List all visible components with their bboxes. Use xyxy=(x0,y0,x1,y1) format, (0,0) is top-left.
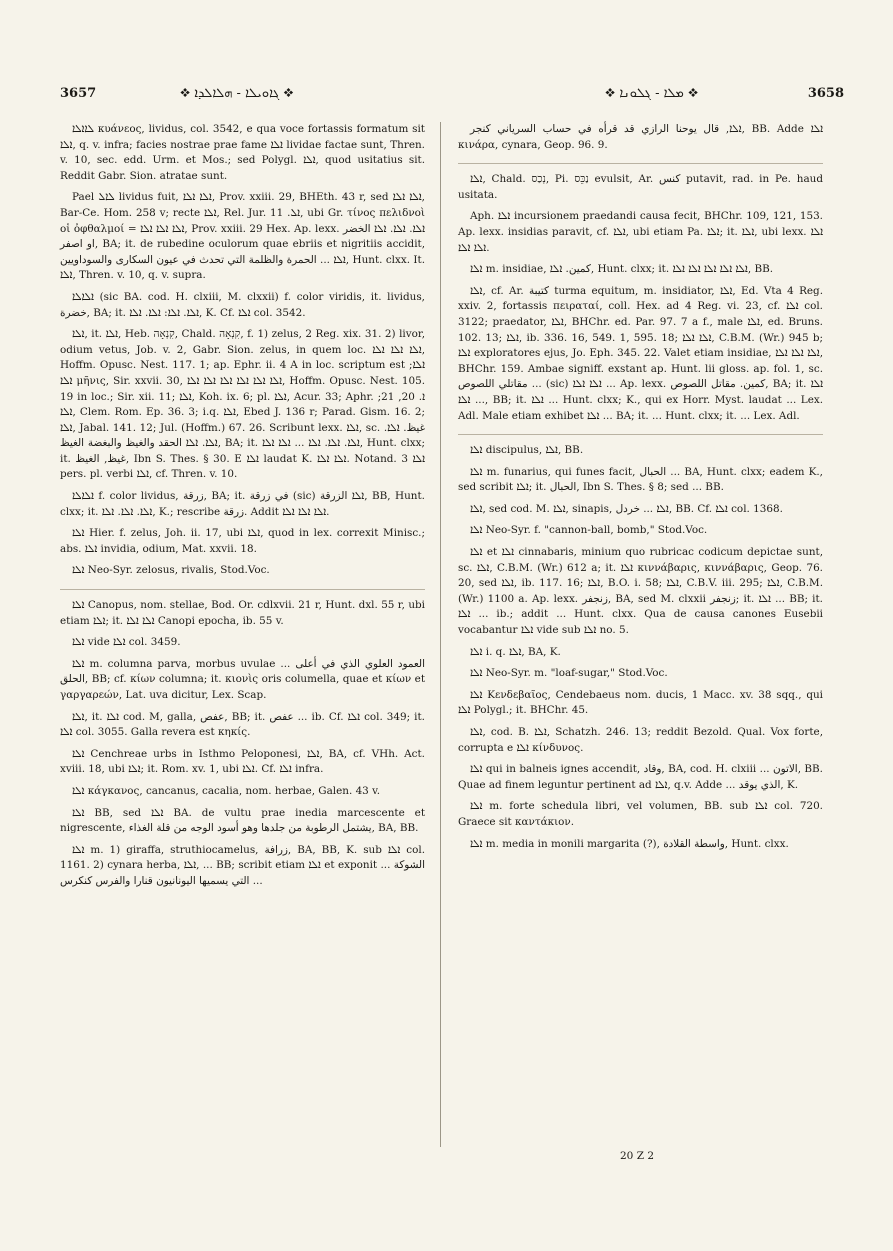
dictionary-entry: ܐܠܐ, sed cod. M. ܐܠܐ, sinapis, ܐܠܐ ... خردل, BB. Cf. ܐܠܐ col. 1368. xyxy=(470,502,783,515)
dictionary-entry: ܐܠܐ m. 1) giraffa, struthiocamelus, زرافة, BA, BB, K. sub ܐܠܐ col. 1161. 2) cynara herba, ܐܠܐ, ... BB; scribit etiam ܐܠܐ et exponit ... الشوكة التي يسميها اليونانيون قنارا والفرس كنكرس ... xyxy=(60,843,425,887)
dictionary-entry: ܐܠܐ, Chald. נְכַס, Pi. נַכֵּס evulsit, Ar. كنس putavit, rad. in Pe. haud usitata. xyxy=(458,163,823,203)
dictionary-entry: ܐܠܐ Neo-Syr. f. "cannon-ball, bomb," Stod.Voc. xyxy=(470,524,708,537)
dictionary-entry: Pael ܠܐܠ lividus fuit, ܐܠܐ ܐܠܐ, Prov. xxiii. 29, BHEth. 43 r, sed ܐܠܐ ܐܠܐ, Bar-Ce. Hom. 258 v; recte ܐܠܐ, Rel. Jur. ܐܠ. 11, ubi Gr. τίνος πελιδνοὶ οἱ ὀφθαλμοί = ܐܠܐ ܐܠܐ ܐܠܐ, Prov. xxiii. 29 Hex. Ap. lexx. ܐܠܐ. ܐܠܐ. ܐܠܐ الخضر او اصفر, BA; it. de rubedine oculorum quae ebriis et nigritiis accidit, ܐܠܐ ... الحمرة والظلمة التي تحدث في عيون السكارى والسوداويين, Hunt. clxx. It. ܐܠܐ, Thren. v. 10, q. v. supra. xyxy=(60,191,426,282)
page-number-left: 3657 xyxy=(60,86,97,101)
dictionary-entry: ܐܠܐ i. q. ܐܠܐ, BA, K. xyxy=(470,645,561,658)
dictionary-entry: ܐܠܐ vide ܐܠܐ col. 3459. xyxy=(72,636,181,649)
dictionary-entry: ܐܠܐ Neo-Syr. zelosus, rivalis, Stod.Voc. xyxy=(72,564,270,577)
running-title-right: ❖ ܡܠܐ - ܓܠܘܢܐ ❖ xyxy=(605,86,699,101)
dictionary-entry: ܐܠܐ, it. ܐܠܐ cod. M, galla, عفص, BB; it. عفص ... ib. Cf. ܐܠܐ col. 349; it. ܐܠܐ col. 3055. Galla revera est κηκίς. xyxy=(60,710,425,739)
left-column xyxy=(60,122,425,896)
dictionary-entry: ܐܠܐ discipulus, ܐܠܐ, BB. xyxy=(458,434,823,459)
right-column xyxy=(458,122,823,858)
dictionary-entry: ܐܠܐ m. columna parva, morbus uvulae ... العمود العلوي الذي في أعلى الحلق, BB; cf. κίων columna; it. κιονὶς oris columella, quae et κίων et γαργαρεών, Lat. uva dicitur, Lex. Scap. xyxy=(60,657,425,701)
dictionary-entry: ܐܠܐ et ܐܠܐ cinnabaris, minium quo rubricac codicum depictae sunt, sc. ܐܠܐ, C.B.M. (Wr.) 612 a; it. ܐܠܐ κιννάβαρις, κιννάβαρις, Geop. 76. 20, sed ܐܠܐ, ib. 117. 16; ܐܠܐ, B.O. i. 58; ܐܠܐ, C.B.V. iii. 295; ܐܠܐ, C.B.M. (Wr.) 1100 a. Ap. lexx. زنجفر, BA, sed M. clxxii زنجفر; it. ܐܠܐ ... BB; it. ܐܠܐ ... ib.; addit ... Hunt. clxx. Qua de causa canones Eusebii vocabantur ܐܠܐ vide sub ܐܠܐ no. 5. xyxy=(458,546,823,637)
dictionary-entry: ܐܠܐ BB, sed ܐܠܐ BA. de vultu prae inedia marcescente et nigrescente, يشتمل الرطوبة من جلدها وهو أسود الوجه من قلة الغذاء, BA, BB. xyxy=(60,806,425,835)
dictionary-entry: ܐܠܐ Cenchreae urbs in Isthmo Peloponesi, ܐܠܐ, BA, cf. VHh. Act. xviii. 18, ubi ܐܠܐ; it. Rom. xv. 1, ubi ܐܠܐ. Cf. ܐܠܐ infra. xyxy=(60,747,425,776)
dictionary-entry: ܐܠܐ m. media in monili margarita (?), واسطة القلادة, Hunt. clxx. xyxy=(470,837,789,850)
dictionary-entry: ܐܠܐ, it. ܐܠܐ, Heb. קִנְאָה, Chald. קִנְאָה, f. 1) zelus, 2 Reg. xix. 31. 2) livor, odium vetus, Job. v. 2, Gabr. Sion. zelus, in quem loc. ܐܠܐ ܐܠܐ ܐܠܐ, Hoffm. Opusc. Nest. 117. 1; ap. Ephr. ii. 4 A in loc. scriptum est ܐܠܐ; ܐܠܐ μῆνις, Sir. xxvii. 30, ܐܠܐ ܐܠܐ ܐܠܐ ܐܠܐ ܐܠܐ ܐܠܐ, Hoffm. Opusc. Nest. 105. 19 in loc.; Sir. xii. 11; ܐܠܐ, Koh. ix. 6; pl. ܐܠܐ, Acur. 33; Aphr. ܐ. 20, 21; ܐܠܐ, Clem. Rom. Ep. 36. 3; i.q. ܐܠܐ, Ebed J. 136 r; Parad. Gism. 16. 2; ܐܠܐ, Jabal. 141. 12; Jul. (Hoffm.) 67. 26. Scribunt lexx. ܐܠܐ, sc. غيظ. ܐܠܐ. ܐܠܐ. ܐܠܐ الحقد والغيظ والبغضة الغيظ, BA; it. ܐܠܐ. ܐܠܐ. ܐܠܐ ... ܐܠܐ ܐܠܐ, Hunt. clxx; it. غيظ, الغيظ, Ibn S. Thes. § 30. E ܐܠܐ laudat K. ܐܠܐ ܐܠܐ. Notand. ܐܠܐ 3 pers. pl. verbi ܐܠܐ, cf. Thren. v. 10. xyxy=(60,328,426,481)
dictionary-entry: ܐܠܐ Κενδεβαῖος, Cendebaeus nom. ducis, 1 Macc. xv. 38 sqq., qui ܐܠܐ Polygl.; it. BHChr. 45. xyxy=(458,688,823,717)
dictionary-entry: ܐܠܐ, cod. B. ܐܠܐ, Schatzh. 246. 13; reddit Bezold. Qual. Vox forte, corrupta e ܐܠܐ κίνδυνος. xyxy=(458,726,824,754)
dictionary-entry: ܐܠܐܠܐ f. color lividus, زرقة, BA; it. في زرقة (sic) ܐܠܐ الزرقة, BB, Hunt. clxx; it. ܐܠܐ. ܐܠܐ. ܐܠܐ, K.; rescribe زرقة. Addit ܐܠܐ ܐܠܐ ܐܠܐ. xyxy=(60,490,425,518)
dictionary-entry: ܐܠܐ Neo-Syr. m. "loaf-sugar," Stod.Voc. xyxy=(470,667,668,680)
dictionary-entry: ܐܠܐ m. insidiae, كمين. ܐܠܐ, Hunt. clxx; it. ܐܠܐ ܐܠܐ ܐܠܐ ܐܠܐ ܐܠܐ, BB. xyxy=(470,263,774,276)
dictionary-entry: ܐܠܐ m. forte schedula libri, vel volumen, BB. sub ܐܠܐ col. 720. Graece sit καντάκιον. xyxy=(458,800,823,828)
dictionary-entry: ܐܠܐ, قال يوحنا الرازي قد قرأه في حساب السرياني كنجر, BB. Adde ܐܠܐ κινάρα, cynara, Geop. 96. 9. xyxy=(458,123,823,151)
page-number-right: 3658 xyxy=(807,86,844,101)
column-divider xyxy=(440,122,441,1147)
dictionary-entry: ܠܐܐܠܐ κυάνεος, lividus, col. 3542, e qua voce fortassis formatum sit ܐܠܐ, q. v. infra; facies nostrae prae fame ܐܠܐ lividae factae sunt, Thren. v. 10, sec. edd. Urm. et Mos.; sed Polygl. ܐܠܐ, quod usitatius sit. Reddit Gabr. Sion. atratae sunt. xyxy=(60,123,425,182)
dictionary-entry: ܐܠܐ, cf. Ar. كتيبة turma equitum, m. insidiator, ܐܠܐ, Ed. Vta 4 Reg. xxiv. 2, fortassis πειραταί, coll. Hex. ad 4 Reg. vi. 23, cf. ܐܠܐ col. 3122; praedator, ܐܠܐ, BHChr. ed. Par. 97. 7 a f., male ܐܠܐ, ed. Bruns. 102. 13; ܐܠܐ, ib. 336. 16, 549. 1, 595. 18; ܐܠܐ ܐܠܐ, C.B.M. (Wr.) 945 b; ܐܠܐ exploratores ejus, Jo. Eph. 345. 22. Valet etiam insidiae, ܐܠܐ ܐܠܐ ܐܠܐ, BHChr. 159. Ambae signiff. exstant ap. Hunt. lii gloss. ap. fol. 1, sc. مقاتلي اللصوص ... (sic) ܐܠܐ ܐܠܐ ... Ap. lexx. كمين. مقاتل اللصوص, BA; it. ܐܠܐ ... ܐܠܐ, BB; it. ܐܠܐ ... Hunt. clxx; K., qui ex Horr. Myst. laudat ... Lex. Adl. Male etiam exhibet ܐܠܐ ... BA; it. ... Hunt. clxx; it. ... Lex. Adl. xyxy=(458,284,824,422)
dictionary-entry: ܐܠܐ κάγκανος, cancanus, cacalia, nom. herbae, Galen. 43 v. xyxy=(72,784,381,797)
dictionary-entry: ܐܠܐܠܐ (sic BA. cod. H. clxiii, M. clxxii) f. color viridis, it. lividus, خضرة, BA; it. ܐܠܐ. ܐܠܐ: ܐܠܐ. ܐܠܐ, K. Cf. ܐܠܐ col. 3542. xyxy=(60,290,425,319)
dictionary-entry: ܐܠܐ m. funarius, qui funes facit, الحبال ... BA, Hunt. clxx; eadem K., sed scribit ܐܠܐ; it. الحبال, Ibn S. Thes. § 8; sed ... BB. xyxy=(458,465,823,494)
signature-mark: 20 Z 2 xyxy=(620,1150,655,1162)
dictionary-entry: Aph. ܐܠܐ incursionem praedandi causa fecit, BHChr. 109, 121, 153. Ap. lexx. insidias paravit, cf. ܐܠܐ, ubi etiam Pa. ܐܠܐ; it. ܐܠܐ, ubi lexx. ܐܠܐ ܐܠܐ ܐܠܐ. xyxy=(458,210,824,254)
dictionary-entry: ܐܠܐ Canopus, nom. stellae, Bod. Or. cdlxvii. 21 r, Hunt. dxl. 55 r, ubi etiam ܐܠܐ; it. ܐܠܐ ܐܠܐ Canopi epocha, ib. 55 v. xyxy=(60,589,425,629)
running-title-left: ❖ ܓܐܘܝܠܐ - ܗܠܐܠܕܐ ❖ xyxy=(180,86,294,101)
running-header xyxy=(60,86,844,108)
dictionary-entry: ܐܠܐ qui in balneis ignes accendit, وقاد, BA, cod. H. clxiii ... الاتون, BB. Quae ad finem leguntur pertinent ad ܐܠܐ, q.v. Adde ... الذي يوقد, K. xyxy=(458,763,823,791)
dictionary-entry: ܐܠܐ Hier. f. zelus, Joh. ii. 17, ubi ܐܠܐ, quod in lex. correxit Minisc.; abs. ܐܠܐ invidia, odium, Mat. xxvii. 18. xyxy=(60,527,425,555)
